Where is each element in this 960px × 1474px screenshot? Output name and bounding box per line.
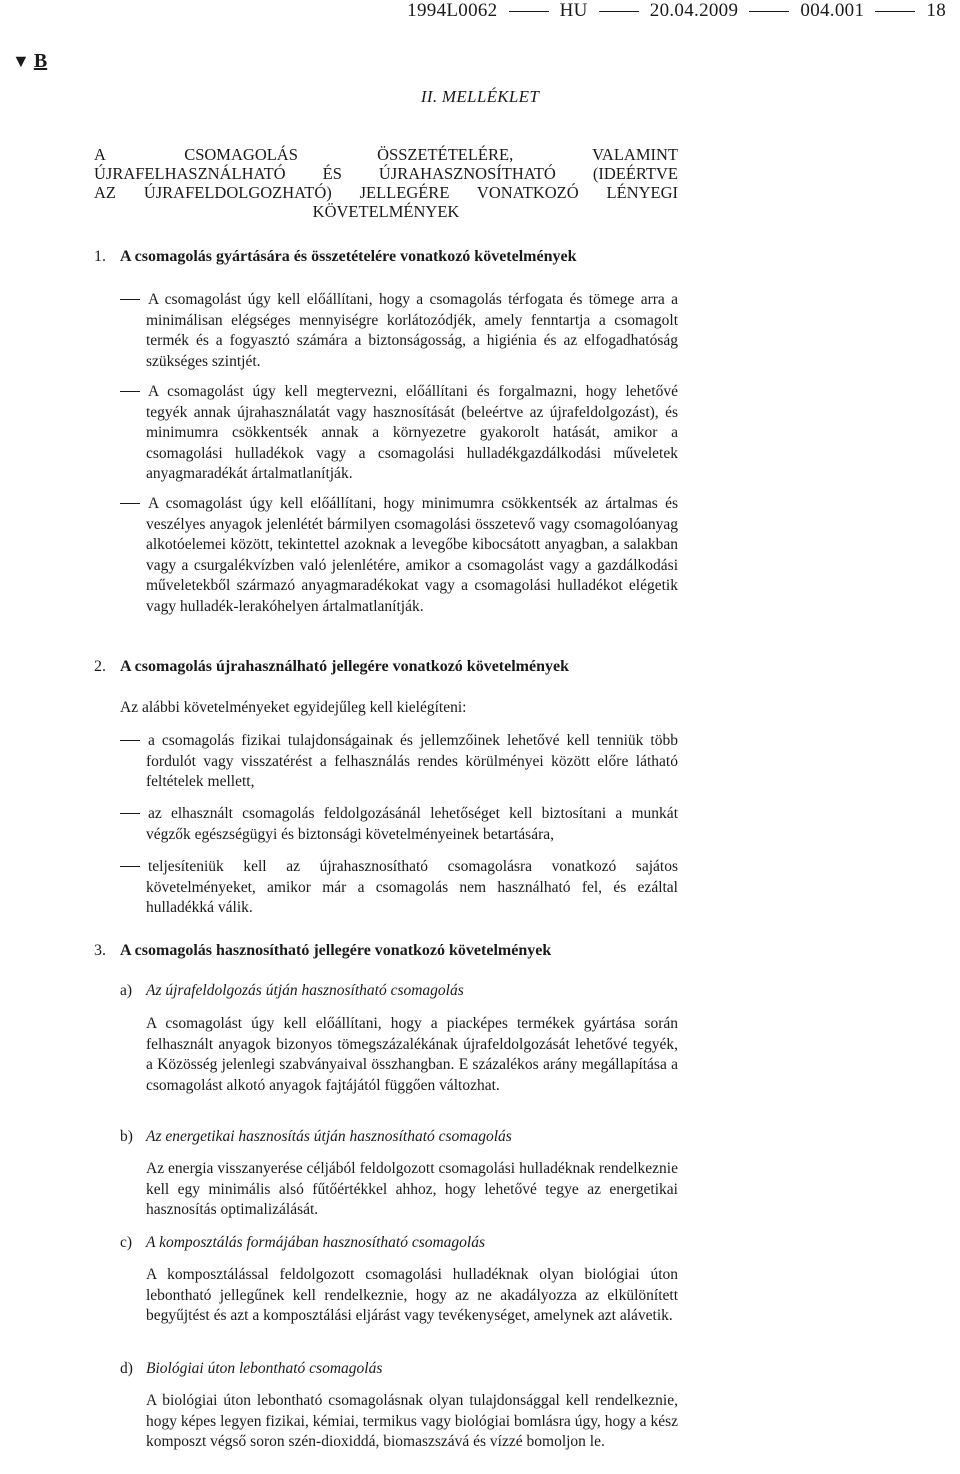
section-heading [94, 658, 569, 676]
subsection-title: Biológiai úton lebontható csomagolás [146, 1360, 383, 1377]
dash-marker [120, 866, 140, 867]
subsection-heading [120, 982, 464, 1000]
section-title: A csomagolás újrahasználható jellegére vonatkozó követelmények [120, 658, 569, 675]
subsection-text: Az energia visszanyerése céljából feldolgozott csomagolási hulladéknak rendelkeznie kell egy minimális alsó fűtőértékkel ahhoz, hogy lehetővé tegye az energetikai hasznosítás optimalizálását. [146, 1160, 678, 1219]
list-item-text: A csomagolást úgy kell előállítani, hogy minimumra csökkentsék az ártalmas és veszélyes anyagok jelenlétét bármilyen csomagolási összetevő vagy csomagolóanyag alkotóelemei között, tekintettel azoknak a levegőbe kibocsátott anyagban, a salakban vagy a csurgalékvízben való jelenlétére, amikor a csomagolást vagy a gazdálkodási műveletekből származó anyagmaradékokat vagy a csomagolási hulladékot elégetik vagy hulladék-lerakóhelyen ártalmatlanítják. [146, 495, 678, 615]
header-dash [509, 11, 549, 12]
subsection-letter: b) [120, 1128, 133, 1145]
subsection-heading [120, 1234, 485, 1252]
header-dash [599, 11, 639, 12]
title-line: ÚJRAFELHASZNÁLHATÓ ÉS ÚJRAHASZNOSÍTHATÓ (IDEÉRTVE [94, 164, 678, 183]
list-item-text: A csomagolást úgy kell előállítani, hogy a csomagolás térfogata és tömege arra a minimálisan elégséges mennyiségre korlátozódjék, amely fenntartja a csomagolt termék és a fogyasztó számára a biztonságosság, a higiénia és az elfogadhatóság szükséges szintjét. [146, 291, 678, 370]
dash-marker [120, 813, 140, 814]
subsection-text: A biológiai úton lebontható csomagolásnak olyan tulajdonsággal kell rendelkeznie, hogy képes legyen fizikai, kémiai, termikus vagy biológiai bomlásra úgy, hogy a kész komposzt végső soron szén-dioxiddá, biomaszszává és vízzé bomoljon le. [146, 1392, 678, 1451]
list-item-text: az elhasznált csomagolás feldolgozásánál lehetőséget kell biztosítani a munkát végzők egészségügyi és biztonsági követelményeinek betartására, [146, 805, 678, 843]
section-number: 1. [94, 248, 106, 265]
running-header [407, 0, 946, 22]
title-line: KÖVETELMÉNYEK [312, 202, 460, 221]
amendment-marker [12, 50, 47, 73]
page-number: 18 [926, 0, 946, 21]
section-title: A csomagolás hasznosítható jellegére vonatkozó követelmények [120, 942, 552, 959]
subsection-heading [120, 1360, 382, 1378]
section-heading [94, 248, 577, 266]
section-title: A csomagolás gyártására és összetételére vonatkozó követelmények [120, 248, 577, 265]
list-item-text: teljesíteniük kell az újrahasznosítható csomagolásra vonatkozó sajátos követelményeket, amikor már a csomagolás nem használható fel, és ezáltal hulladékká válik. [146, 858, 678, 917]
triangle-down-icon: ▼ [12, 51, 30, 71]
annex-title: II. MELLÉKLET [420, 87, 540, 106]
subsection-text: A csomagolást úgy kell előállítani, hogy a piacképes termékek gyártása során felhasznált anyagok bizonyos tömegszázalékának újrafeldolgozását lehetővé tegyék, a Közösség jelenlegi szabványaival összhangban. E százalékos arány megállapítása a csomagolást alkotó anyagok fajtájától függően változhat. [146, 1015, 678, 1094]
header-dash [875, 11, 915, 12]
list-item [120, 290, 678, 372]
document-title [94, 145, 678, 221]
list-item [120, 857, 678, 919]
list-item-text: A csomagolást úgy kell megtervezni, előállítani és forgalmazni, hogy lehetővé tegyék annak újrahasználatát vagy hasznosítását (beleértve az újrafeldolgozást), és minimumra csökkentsék annak a környezetre gyakorolt hatását, amikor a csomagolási hulladékok vagy a csomagolási hulladékgazdálkodási műveletek anyagmaradékát ártalmatlanítják. [146, 383, 678, 483]
list-item [120, 804, 678, 845]
subsection-title: A komposztálás formájában hasznosítható csomagolás [146, 1234, 486, 1251]
marker-letter: B [33, 50, 48, 72]
subsection-letter: a) [120, 982, 133, 999]
title-line: AZ ÚJRAFELDOLGOZHATÓ) JELLEGÉRE VONATKOZÓ LÉNYEGI [94, 183, 678, 202]
subsection-heading [120, 1128, 512, 1146]
list-item [120, 731, 678, 793]
section-intro: Az alábbi követelményeket egyidejűleg kell kielégíteni: [120, 699, 467, 716]
list-item [120, 494, 678, 618]
doc-version: 004.001 [800, 0, 865, 21]
subsection-letter: c) [120, 1234, 133, 1251]
doc-date: 20.04.2009 [649, 0, 739, 21]
section-number: 3. [94, 942, 106, 959]
subsection-title: Az újrafeldolgozás útján hasznosítható csomagolás [146, 982, 464, 999]
doc-id: 1994L0062 [407, 0, 498, 21]
doc-lang: HU [559, 0, 588, 21]
list-item-text: a csomagolás fizikai tulajdonságainak és jellemzőinek lehetővé kell tenniük több fordulót vagy visszatérést a felhasználás rendes körülményei között előre látható feltételek mellett, [146, 732, 678, 791]
dash-marker [120, 391, 140, 392]
title-line: A CSOMAGOLÁS ÖSSZETÉTELÉRE, VALAMINT [94, 145, 678, 164]
list-item [120, 382, 678, 485]
subsection-text: A komposztálással feldolgozott csomagolási hulladéknak olyan biológiai úton lebontható jellegűnek kell rendelkeznie, hogy az ne akadályozza az elkülönített begyűjtést és azt a komposztálási eljárást vagy tevékenységet, amelynek azt alávetik. [146, 1266, 678, 1325]
dash-marker [120, 299, 140, 300]
subsection-letter: d) [120, 1360, 133, 1377]
section-number: 2. [94, 658, 106, 675]
subsection-title: Az energetikai hasznosítás útján hasznosítható csomagolás [146, 1128, 512, 1145]
dash-marker [120, 503, 140, 504]
header-dash [749, 11, 789, 12]
dash-marker [120, 740, 140, 741]
section-heading [94, 942, 551, 960]
